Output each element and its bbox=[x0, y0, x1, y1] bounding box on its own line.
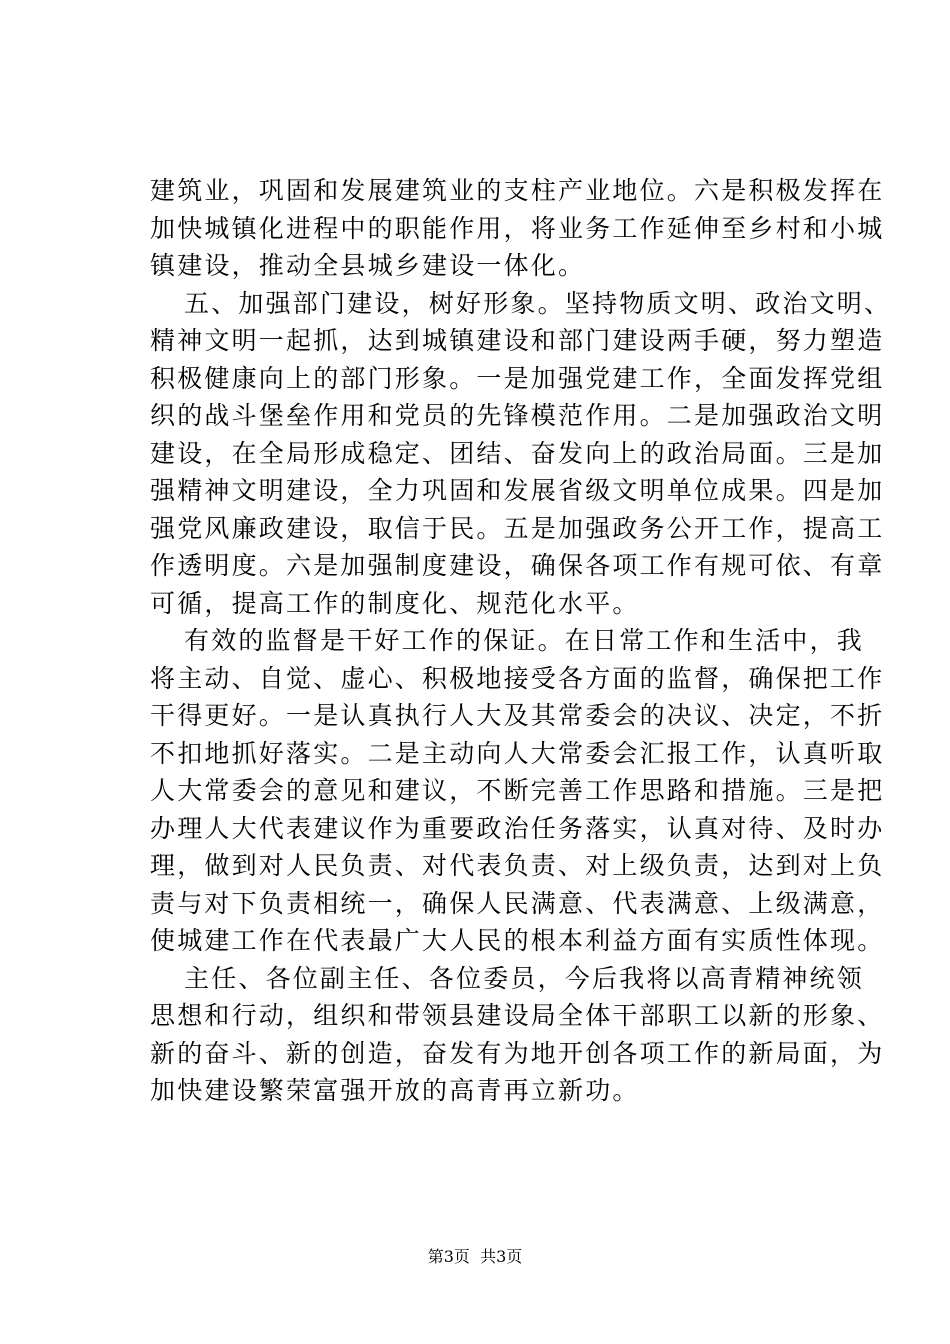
paragraph bbox=[150, 172, 885, 285]
page-total: 共3页 bbox=[480, 1247, 523, 1266]
text-line: 镇建设，推动全县城乡建设一体化。 bbox=[150, 251, 586, 280]
text-line: 可循，提高工作的制度化、规范化水平。 bbox=[150, 588, 640, 618]
document-body bbox=[150, 172, 892, 1110]
text-line: 理，做到对人民负责、对代表负责、对上级负责，达到对上负 bbox=[150, 851, 885, 880]
text-line: 加快城镇化进程中的职能作用，将业务工作延伸至乡村和小城 bbox=[150, 213, 885, 243]
text-line: 织的战斗堡垒作用和党员的先锋模范作用。二是加强政治文明 bbox=[150, 401, 885, 430]
text-line: 积极健康向上的部门形象。一是加强党建工作，全面发挥党组 bbox=[150, 363, 885, 393]
text-line: 五、加强部门建设，树好形象。坚持物质文明、政治文明、 bbox=[184, 288, 892, 318]
text-line: 主任、各位副主任、各位委员，今后我将以高青精神统领 bbox=[184, 963, 865, 993]
page-number: 第3页 bbox=[427, 1247, 470, 1266]
paragraph bbox=[150, 622, 885, 960]
text-line: 办理人大代表建议作为重要政治任务落实，认真对待、及时办 bbox=[150, 813, 885, 843]
text-line: 建筑业，巩固和发展建筑业的支柱产业地位。六是积极发挥在 bbox=[150, 176, 885, 205]
text-line: 强精神文明建设，全力巩固和发展省级文明单位成果。四是加 bbox=[150, 476, 885, 505]
text-line: 作透明度。六是加强制度建设，确保各项工作有规可依、有章 bbox=[150, 551, 885, 580]
text-line: 强党风廉政建设，取信于民。五是加强政务公开工作，提高工 bbox=[150, 513, 885, 543]
paragraph bbox=[150, 960, 885, 1110]
text-line: 不扣地抓好落实。二是主动向人大常委会汇报工作，认真听取 bbox=[150, 738, 885, 768]
text-line: 干得更好。一是认真执行人大及其常委会的决议、决定，不折 bbox=[150, 701, 885, 730]
text-line: 建设，在全局形成稳定、团结、奋发向上的政治局面。三是加 bbox=[150, 438, 885, 468]
text-line: 将主动、自觉、虚心、积极地接受各方面的监督，确保把工作 bbox=[150, 663, 885, 693]
text-line: 有效的监督是干好工作的保证。在日常工作和生活中，我 bbox=[184, 626, 865, 655]
text-line: 责与对下负责相统一，确保人民满意、代表满意、上级满意， bbox=[150, 888, 885, 918]
text-line: 思想和行动，组织和带领县建设局全体干部职工以新的形象、 bbox=[150, 1001, 885, 1030]
page-footer bbox=[0, 1247, 950, 1267]
text-line: 使城建工作在代表最广大人民的根本利益方面有实质性体现。 bbox=[150, 926, 885, 955]
text-line: 精神文明一起抓，达到城镇建设和部门建设两手硬，努力塑造 bbox=[150, 326, 885, 355]
text-line: 加快建设繁荣富强开放的高青再立新功。 bbox=[150, 1076, 640, 1105]
text-line: 人大常委会的意见和建议，不断完善工作思路和措施。三是把 bbox=[150, 776, 885, 805]
text-line: 新的奋斗、新的创造，奋发有为地开创各项工作的新局面，为 bbox=[150, 1038, 885, 1068]
paragraph bbox=[150, 285, 892, 623]
